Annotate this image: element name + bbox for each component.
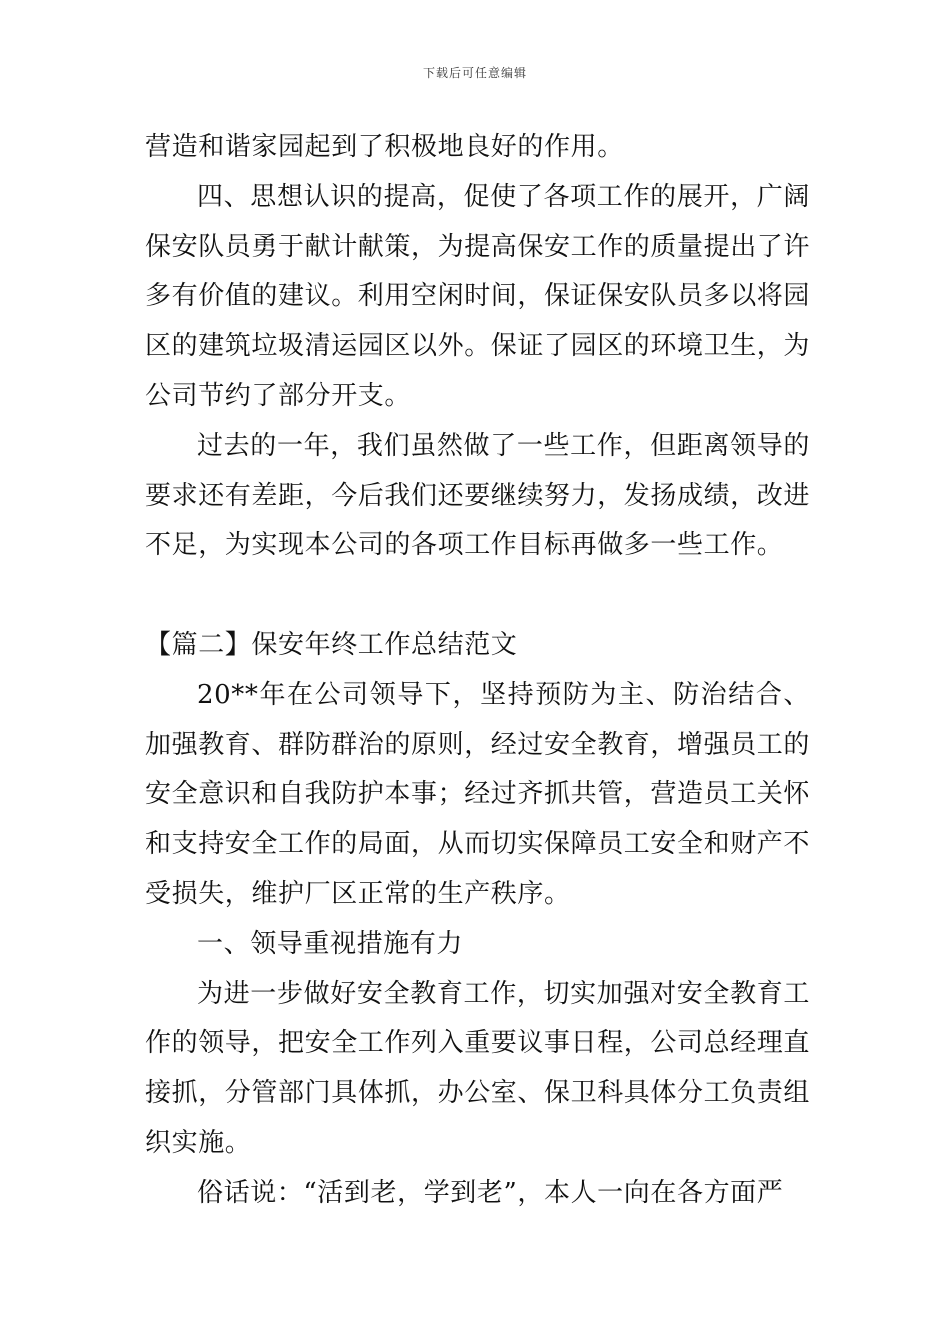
paragraph-conclusion: 过去的一年，我们虽然做了一些工作，但距离领导的要求还有差距，今后我们还要继续努力，发扬成绩，改进不足，为实现本公司的各项工作目标再做多一些工作。 [145, 430, 811, 561]
paragraph-item-four: 四、思想认识的提高，促使了各项工作的展开，广阔保安队员勇于献计献策，为提高保安工作的质量提出了许多有价值的建议。利用空闲时间，保证保安队员多以将园区的建筑垃圾清运园区以外。保证了园区的环境卫生，为公司节约了部分开支。 [145, 181, 811, 411]
paragraph-leadership: 为进一步做好安全教育工作，切实加强对安全教育工作的领导，把安全工作列入重要议事日程，公司总经理直接抓，分管部门具体抓，办公室、保卫科具体分工负责组织实施。 [145, 978, 811, 1158]
section-spacer [145, 571, 810, 621]
section-title: 【篇二】保安年终工作总结范文 [145, 629, 518, 660]
paragraph-continuation: 营造和谐家园起到了积极地良好的作用。 [145, 132, 624, 162]
page-header-note: 下载后可任意编辑 [422, 66, 527, 80]
paragraph-intro: 20**年在公司领导下，坚持预防为主、防治结合、加强教育、群防群治的原则，经过安全教育，增强员工的安全意识和自我防护本事；经过齐抓共管，营造员工关怀和支持安全工作的局面，从而切实保障员工安全和财产不受损失，维护厂区正常的生产秩序。 [145, 679, 811, 909]
document-body [145, 123, 810, 1219]
subheading-one: 一、领导重视措施有力 [197, 928, 464, 959]
paragraph-saying: 俗话说：“活到老，学到老”，本人一向在各方面严 [197, 1177, 784, 1208]
